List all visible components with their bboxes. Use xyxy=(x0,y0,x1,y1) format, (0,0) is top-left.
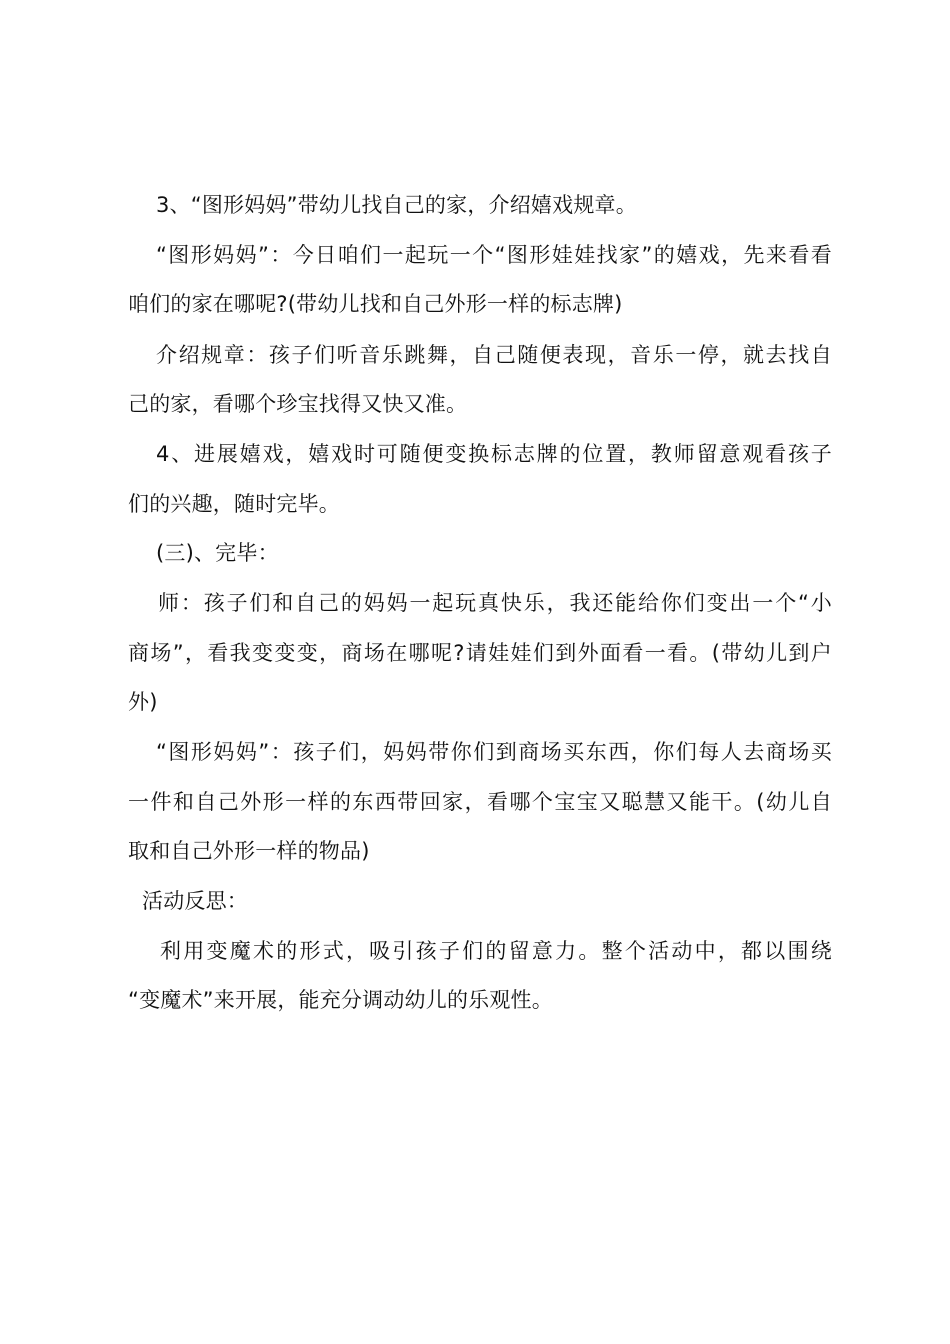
paragraph-6-line-2: 商场”，看我变变变，商场在哪呢?请娃娃们到外面看一看。(带幼儿到户 xyxy=(128,641,832,665)
paragraph-6-line-1: 师：孩子们和自己的妈妈一起玩真快乐，我还能给你们变出一个“小 xyxy=(158,591,832,615)
paragraph-9-line-1: 利用变魔术的形式，吸引孩子们的留意力。整个活动中，都以围绕 xyxy=(160,939,832,963)
paragraph-2-line-2: 咱们的家在哪呢?(带幼儿找和自己外形一样的标志牌) xyxy=(128,292,623,316)
section-heading-reflection: 活动反思： xyxy=(142,889,248,913)
paragraph-2-line-1: “图形妈妈”：今日咱们一起玩一个“图形娃娃找家”的嬉戏，先来看看 xyxy=(156,243,832,267)
paragraph-3-line-1: 介绍规章：孩子们听音乐跳舞，自己随便表现，音乐一停，就去找自 xyxy=(156,343,832,367)
paragraph-9-line-2: “变魔术”来开展，能充分调动幼儿的乐观性。 xyxy=(128,988,553,1012)
paragraph-4-line-1: 4、进展嬉戏，嬉戏时可随便变换标志牌的位置，教师留意观看孩子 xyxy=(156,442,832,466)
section-heading-conclusion: (三)、完毕： xyxy=(156,541,279,565)
paragraph-4-line-2: 们的兴趣，随时完毕。 xyxy=(128,492,340,516)
paragraph-7-line-3: 取和自己外形一样的物品) xyxy=(128,839,370,863)
paragraph-6-line-3: 外) xyxy=(128,690,158,714)
paragraph-1-line-1: 3、“图形妈妈”带幼儿找自己的家，介绍嬉戏规章。 xyxy=(156,193,637,217)
paragraph-3-line-2: 己的家，看哪个珍宝找得又快又准。 xyxy=(128,392,468,416)
paragraph-7-line-1: “图形妈妈”：孩子们，妈妈带你们到商场买东西，你们每人去商场买 xyxy=(156,740,832,764)
paragraph-7-line-2: 一件和自己外形一样的东西带回家，看哪个宝宝又聪慧又能干。(幼儿自 xyxy=(128,790,832,814)
